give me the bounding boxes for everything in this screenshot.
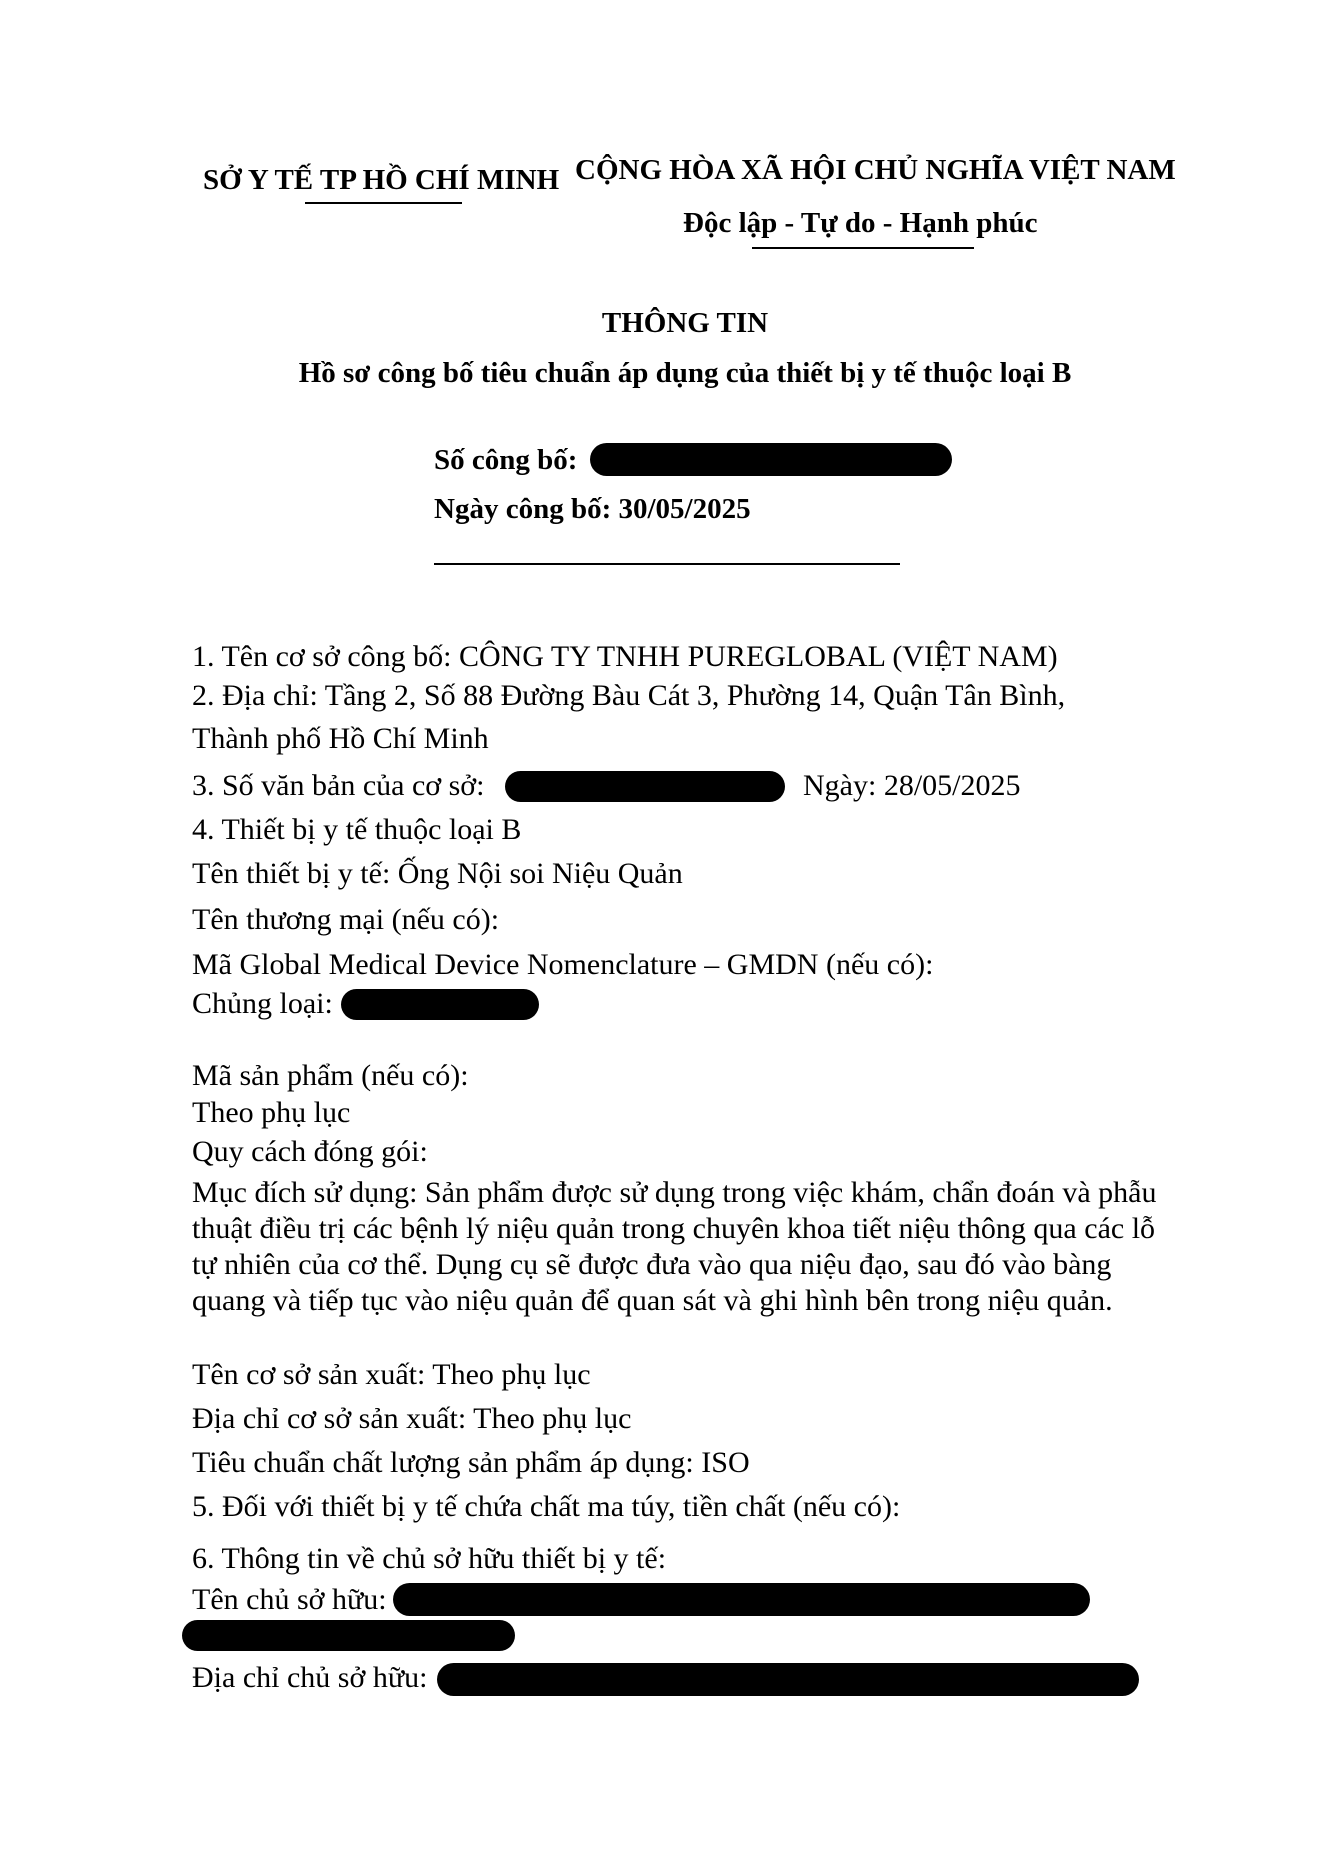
country-name: CỘNG HÒA XÃ HỘI CHỦ NGHĨA VIỆT NAM bbox=[575, 154, 1176, 186]
page-title: THÔNG TIN bbox=[601, 307, 769, 339]
packaging: Quy cách đóng gói: bbox=[192, 1135, 428, 1168]
intended-use-paragraph: Mục đích sử dụng: Sản phẩm được sử dụng trong việc khám, chẩn đoán và phẫu thuật điều trị các bệnh lý niệu quản trong chuyên khoa tiết niệu thông qua các lỗ tự nhiên của cơ thể. Dụng cụ sẽ được đưa vào qua niệu đạo, sau đó vào bàng quang và tiếp tục vào niệu quản để quan sát và ghi hình bên trong niệu quản. bbox=[192, 1176, 1157, 1317]
product-code-value: Theo phụ lục bbox=[192, 1096, 351, 1129]
controlled-substances: 5. Đối với thiết bị y tế chứa chất ma túy, tiền chất (nếu có): bbox=[192, 1490, 901, 1523]
device-name: Tên thiết bị y tế: Ống Nội soi Niệu Quản bbox=[192, 857, 683, 890]
address-line: 2. Địa chỉ: Tầng 2, Số 88 Đường Bàu Cát 3, Phường 14, Quận Tân Bình, bbox=[192, 679, 1066, 712]
redaction-bar bbox=[505, 771, 785, 802]
owner-name-label: Tên chủ sở hữu: bbox=[192, 1583, 387, 1616]
product-code: Mã sản phẩm (nếu có): bbox=[192, 1059, 469, 1092]
section-divider bbox=[434, 563, 900, 565]
announcement-number-label: Số công bố: bbox=[434, 444, 578, 476]
quality-standard: Tiêu chuẩn chất lượng sản phẩm áp dụng: ISO bbox=[192, 1446, 750, 1479]
page-subtitle: Hồ sơ công bố tiêu chuẩn áp dụng của thiết bị y tế thuộc loại B bbox=[298, 357, 1072, 389]
redaction-bar bbox=[590, 443, 952, 476]
device-type-label: Chủng loại: bbox=[192, 987, 333, 1020]
address-city: Thành phố Hồ Chí Minh bbox=[192, 722, 489, 755]
manufacturer-name: Tên cơ sở sản xuất: Theo phụ lục bbox=[192, 1358, 591, 1391]
redaction-bar bbox=[437, 1663, 1139, 1696]
manufacturer-address: Địa chỉ cơ sở sản xuất: Theo phụ lục bbox=[192, 1402, 632, 1435]
device-class: 4. Thiết bị y tế thuộc loại B bbox=[192, 813, 522, 846]
redaction-bar bbox=[393, 1583, 1090, 1616]
trade-name: Tên thương mại (nếu có): bbox=[192, 903, 500, 936]
establishment-name: 1. Tên cơ sở công bố: CÔNG TY TNHH PUREGLOBAL (VIỆT NAM) bbox=[192, 640, 1058, 673]
national-motto: Độc lập - Tự do - Hạnh phúc bbox=[683, 207, 1038, 239]
announcement-date: Ngày công bố: 30/05/2025 bbox=[434, 493, 751, 525]
agency-name: SỞ Y TẾ TP HỒ CHÍ MINH bbox=[203, 164, 560, 196]
redaction-bar bbox=[341, 989, 539, 1020]
redaction-bar bbox=[182, 1620, 515, 1651]
document-number-label: 3. Số văn bản của cơ sở: bbox=[192, 769, 485, 802]
document-date: Ngày: 28/05/2025 bbox=[803, 769, 1021, 802]
gmdn-code: Mã Global Medical Device Nomenclature – GMDN (nếu có): bbox=[192, 948, 934, 981]
agency-underline bbox=[305, 202, 462, 204]
owner-address-label: Địa chỉ chủ sở hữu: bbox=[192, 1661, 428, 1694]
owner-info-heading: 6. Thông tin về chủ sở hữu thiết bị y tế: bbox=[192, 1542, 667, 1575]
motto-underline bbox=[752, 247, 974, 249]
